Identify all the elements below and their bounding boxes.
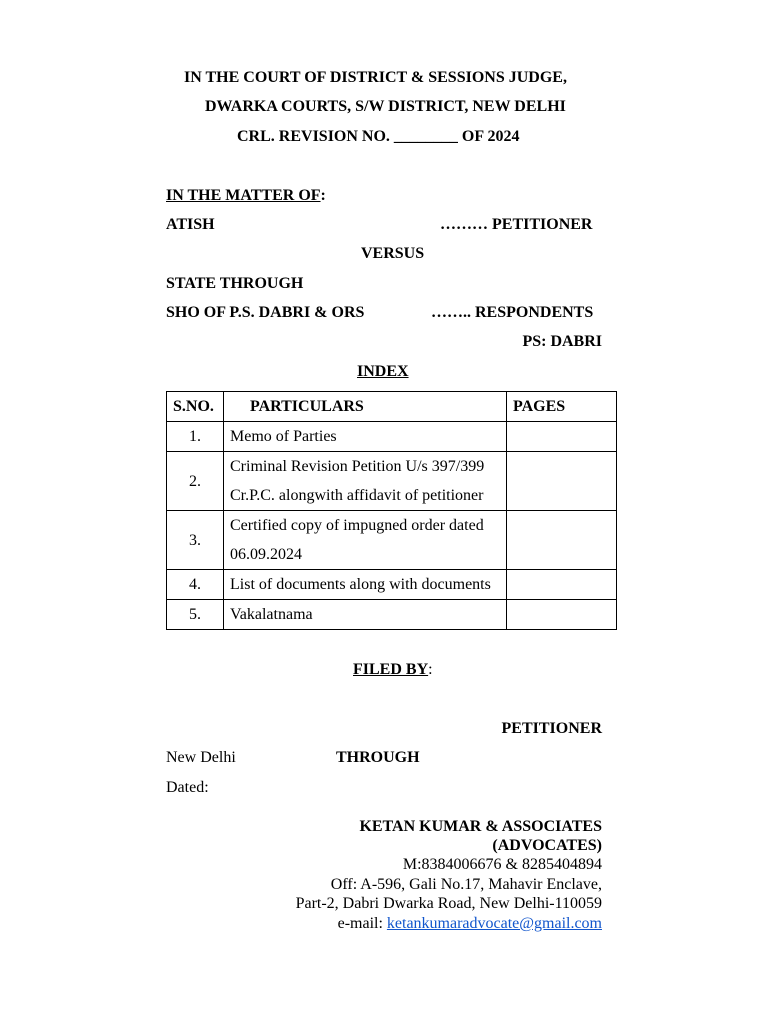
filed-by-text: FILED BY: [353, 661, 429, 678]
row-pages: [507, 422, 617, 452]
index-table: [166, 391, 617, 630]
court-line-2: DWARKA COURTS, S/W DISTRICT, NEW DELHI: [205, 98, 566, 115]
table-row: [167, 511, 617, 570]
row-pages: [507, 452, 617, 511]
court-line-1: IN THE COURT OF DISTRICT & SESSIONS JUDGE,: [184, 69, 567, 86]
dated-label: Dated:: [166, 779, 209, 796]
petitioner-role: ……… PETITIONER: [440, 216, 593, 233]
table-row: [167, 452, 617, 511]
row-sno: 3.: [167, 511, 224, 570]
row-sno: 2.: [167, 452, 224, 511]
advocate-email-line: [200, 914, 602, 934]
row-pages: [507, 511, 617, 570]
row-particulars: Certified copy of impugned order dated 06.09.2024: [224, 511, 507, 570]
petitioner-name: ATISH: [166, 216, 215, 233]
versus-label: VERSUS: [361, 245, 425, 262]
table-row: [167, 600, 617, 630]
index-header-row: [167, 392, 617, 422]
matter-heading: [166, 186, 326, 206]
respondent-role: …….. RESPONDENTS: [431, 304, 594, 321]
respondent-line-2: SHO OF P.S. DABRI & ORS: [166, 304, 365, 321]
filing-place: New Delhi: [166, 749, 236, 766]
revision-number: CRL. REVISION NO. ________ OF 2024: [237, 128, 520, 145]
row-sno: 4.: [167, 570, 224, 600]
email-label: e-mail:: [337, 915, 387, 932]
police-station: PS: DABRI: [522, 333, 602, 350]
advocate-mobile: M:8384006676 & 8285404894: [402, 856, 602, 873]
email-link[interactable]: ketankumaradvocate@gmail.com: [386, 915, 602, 932]
filed-by-petitioner: PETITIONER: [501, 720, 602, 737]
row-particulars: Criminal Revision Petition U/s 397/399 Cr.P.C. alongwith affidavit of petitioner: [224, 452, 507, 511]
advocate-firm: KETAN KUMAR & ASSOCIATES: [359, 818, 602, 835]
row-particulars: Memo of Parties: [224, 422, 507, 452]
header-pages: PAGES: [507, 392, 617, 422]
row-pages: [507, 570, 617, 600]
filed-by-heading: [353, 660, 433, 680]
filed-by-colon: :: [428, 661, 433, 678]
row-particulars: List of documents along with documents: [224, 570, 507, 600]
row-sno: 5.: [167, 600, 224, 630]
matter-heading-text: IN THE MATTER OF: [166, 187, 321, 204]
header-particulars: PARTICULARS: [224, 392, 507, 422]
respondent-line-1: STATE THROUGH: [166, 275, 304, 292]
advocate-designation: (ADVOCATES): [492, 837, 602, 854]
row-sno: 1.: [167, 422, 224, 452]
matter-heading-colon: :: [320, 187, 326, 204]
row-particulars: Vakalatnama: [224, 600, 507, 630]
table-row: [167, 422, 617, 452]
row-pages: [507, 600, 617, 630]
header-sno: S.NO.: [167, 392, 224, 422]
advocate-office-line-1: Off: A-596, Gali No.17, Mahavir Enclave,: [330, 876, 602, 893]
table-row: [167, 570, 617, 600]
advocate-office-line-2: Part-2, Dabri Dwarka Road, New Delhi-110059: [295, 895, 602, 912]
index-title: INDEX: [357, 363, 409, 380]
through-label: THROUGH: [336, 749, 420, 766]
